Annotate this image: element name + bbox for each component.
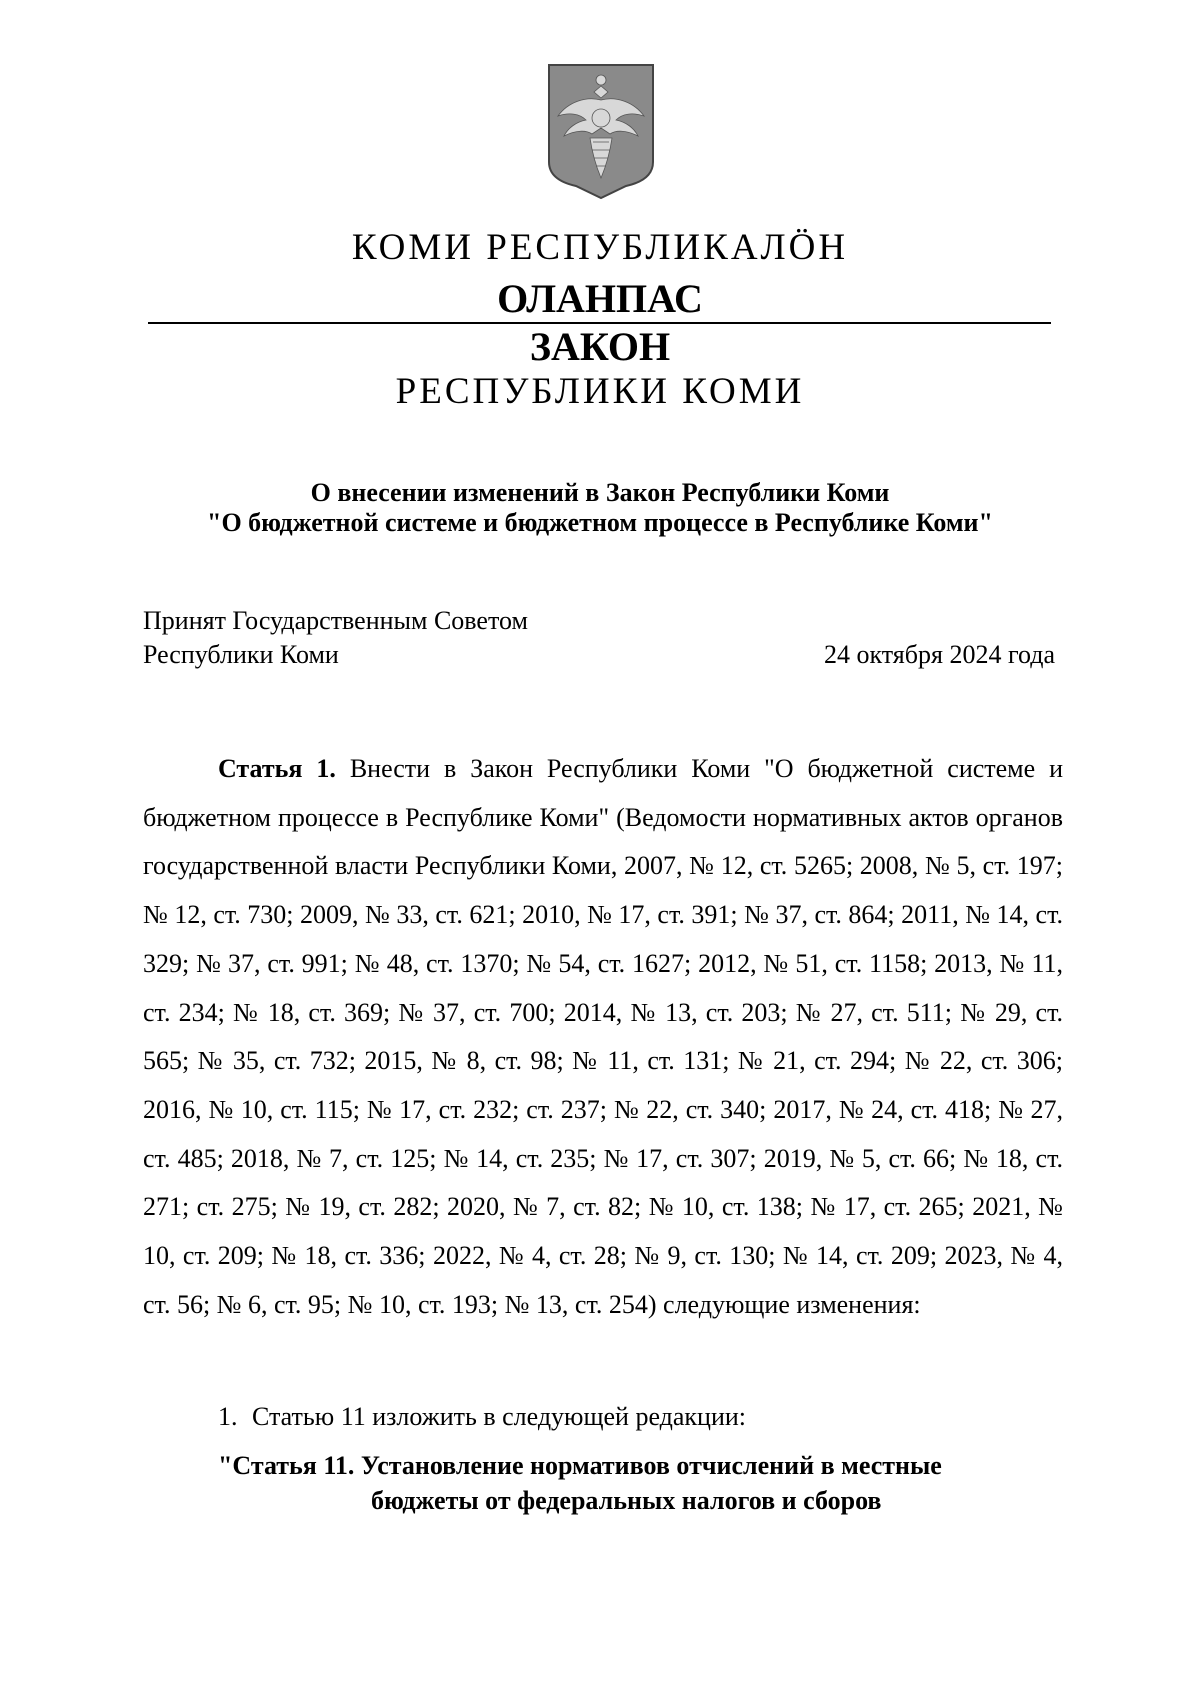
- document-title-line2: "О бюджетной системе и бюджетном процессе в Республике Коми": [207, 508, 993, 537]
- article-1-item-1: [218, 1400, 746, 1434]
- header-komi-republic: КОМИ РЕСПУБЛИКАЛÖН: [351, 227, 849, 268]
- header-law-komi: ОЛАНПАС: [497, 276, 703, 321]
- adoption-line2: Республики Коми: [143, 640, 339, 669]
- article-1-label: Статья 1.: [218, 754, 336, 783]
- header-law-ru: ЗАКОН: [529, 324, 671, 369]
- adoption-line1: Принят Государственным Советом: [143, 606, 528, 635]
- adoption-date: 24 октября 2024 года: [824, 640, 1055, 669]
- article-1-text: Внести в Закон Республики Коми "О бюджетной системе и бюджетном процессе в Республике Коми" (Ведомости нормативных актов органов государственной власти Республики Коми, 2007, № 12, ст. 5265; 2008, № 5, ст. 197; № 12, ст. 730; 2009, № 33, ст. 621; 2010, № 17, ст. 391; № 37, ст. 864; 2011, № 14, ст. 329; № 37, ст. 991; № 48, ст. 1370; № 54, ст. 1627; 2012, № 51, ст. 1158; 2013, № 11, ст. 234; № 18, ст. 369; № 37, ст. 700; 2014, № 13, ст. 203; № 27, ст. 511; № 29, ст. 565; № 35, ст. 732; 2015, № 8, ст. 98; № 11, ст. 131; № 21, ст. 294; № 22, ст. 306; 2016, № 10, ст. 115; № 17, ст. 232; ст. 237; № 22, ст. 340; 2017, № 24, ст. 418; № 27, ст. 485; 2018, № 7, ст. 125; № 14, ст. 235; № 17, ст. 307; 2019, № 5, ст. 66; № 18, ст. 271; ст. 275; № 19, ст. 282; 2020, № 7, ст. 82; № 10, ст. 138; № 17, ст. 265; 2021, № 10, ст. 209; № 18, ст. 336; 2022, № 4, ст. 28; № 9, ст. 130; № 14, ст. 209; 2023, № 4, ст. 56; № 6, ст. 95; № 10, ст. 193; № 13, ст. 254) следующие изменения:: [143, 754, 1064, 1319]
- coat-of-arms-icon: [546, 62, 656, 200]
- document-title-line1: О внесении изменений в Закон Республики Коми: [310, 478, 890, 507]
- item-text: Статью 11 изложить в следующей редакции:: [252, 1402, 747, 1431]
- header-republic-ru: РЕСПУБЛИКИ КОМИ: [395, 371, 805, 412]
- adoption-info: [143, 604, 528, 672]
- article-1-paragraph: [143, 745, 1063, 1329]
- item-number: 1.: [218, 1402, 238, 1431]
- new-article-title-line2: бюджеты от федеральных налогов и сборов: [371, 1486, 882, 1515]
- new-article-title-line1: "Статья 11. Установление нормативов отчислений в местные: [218, 1451, 942, 1480]
